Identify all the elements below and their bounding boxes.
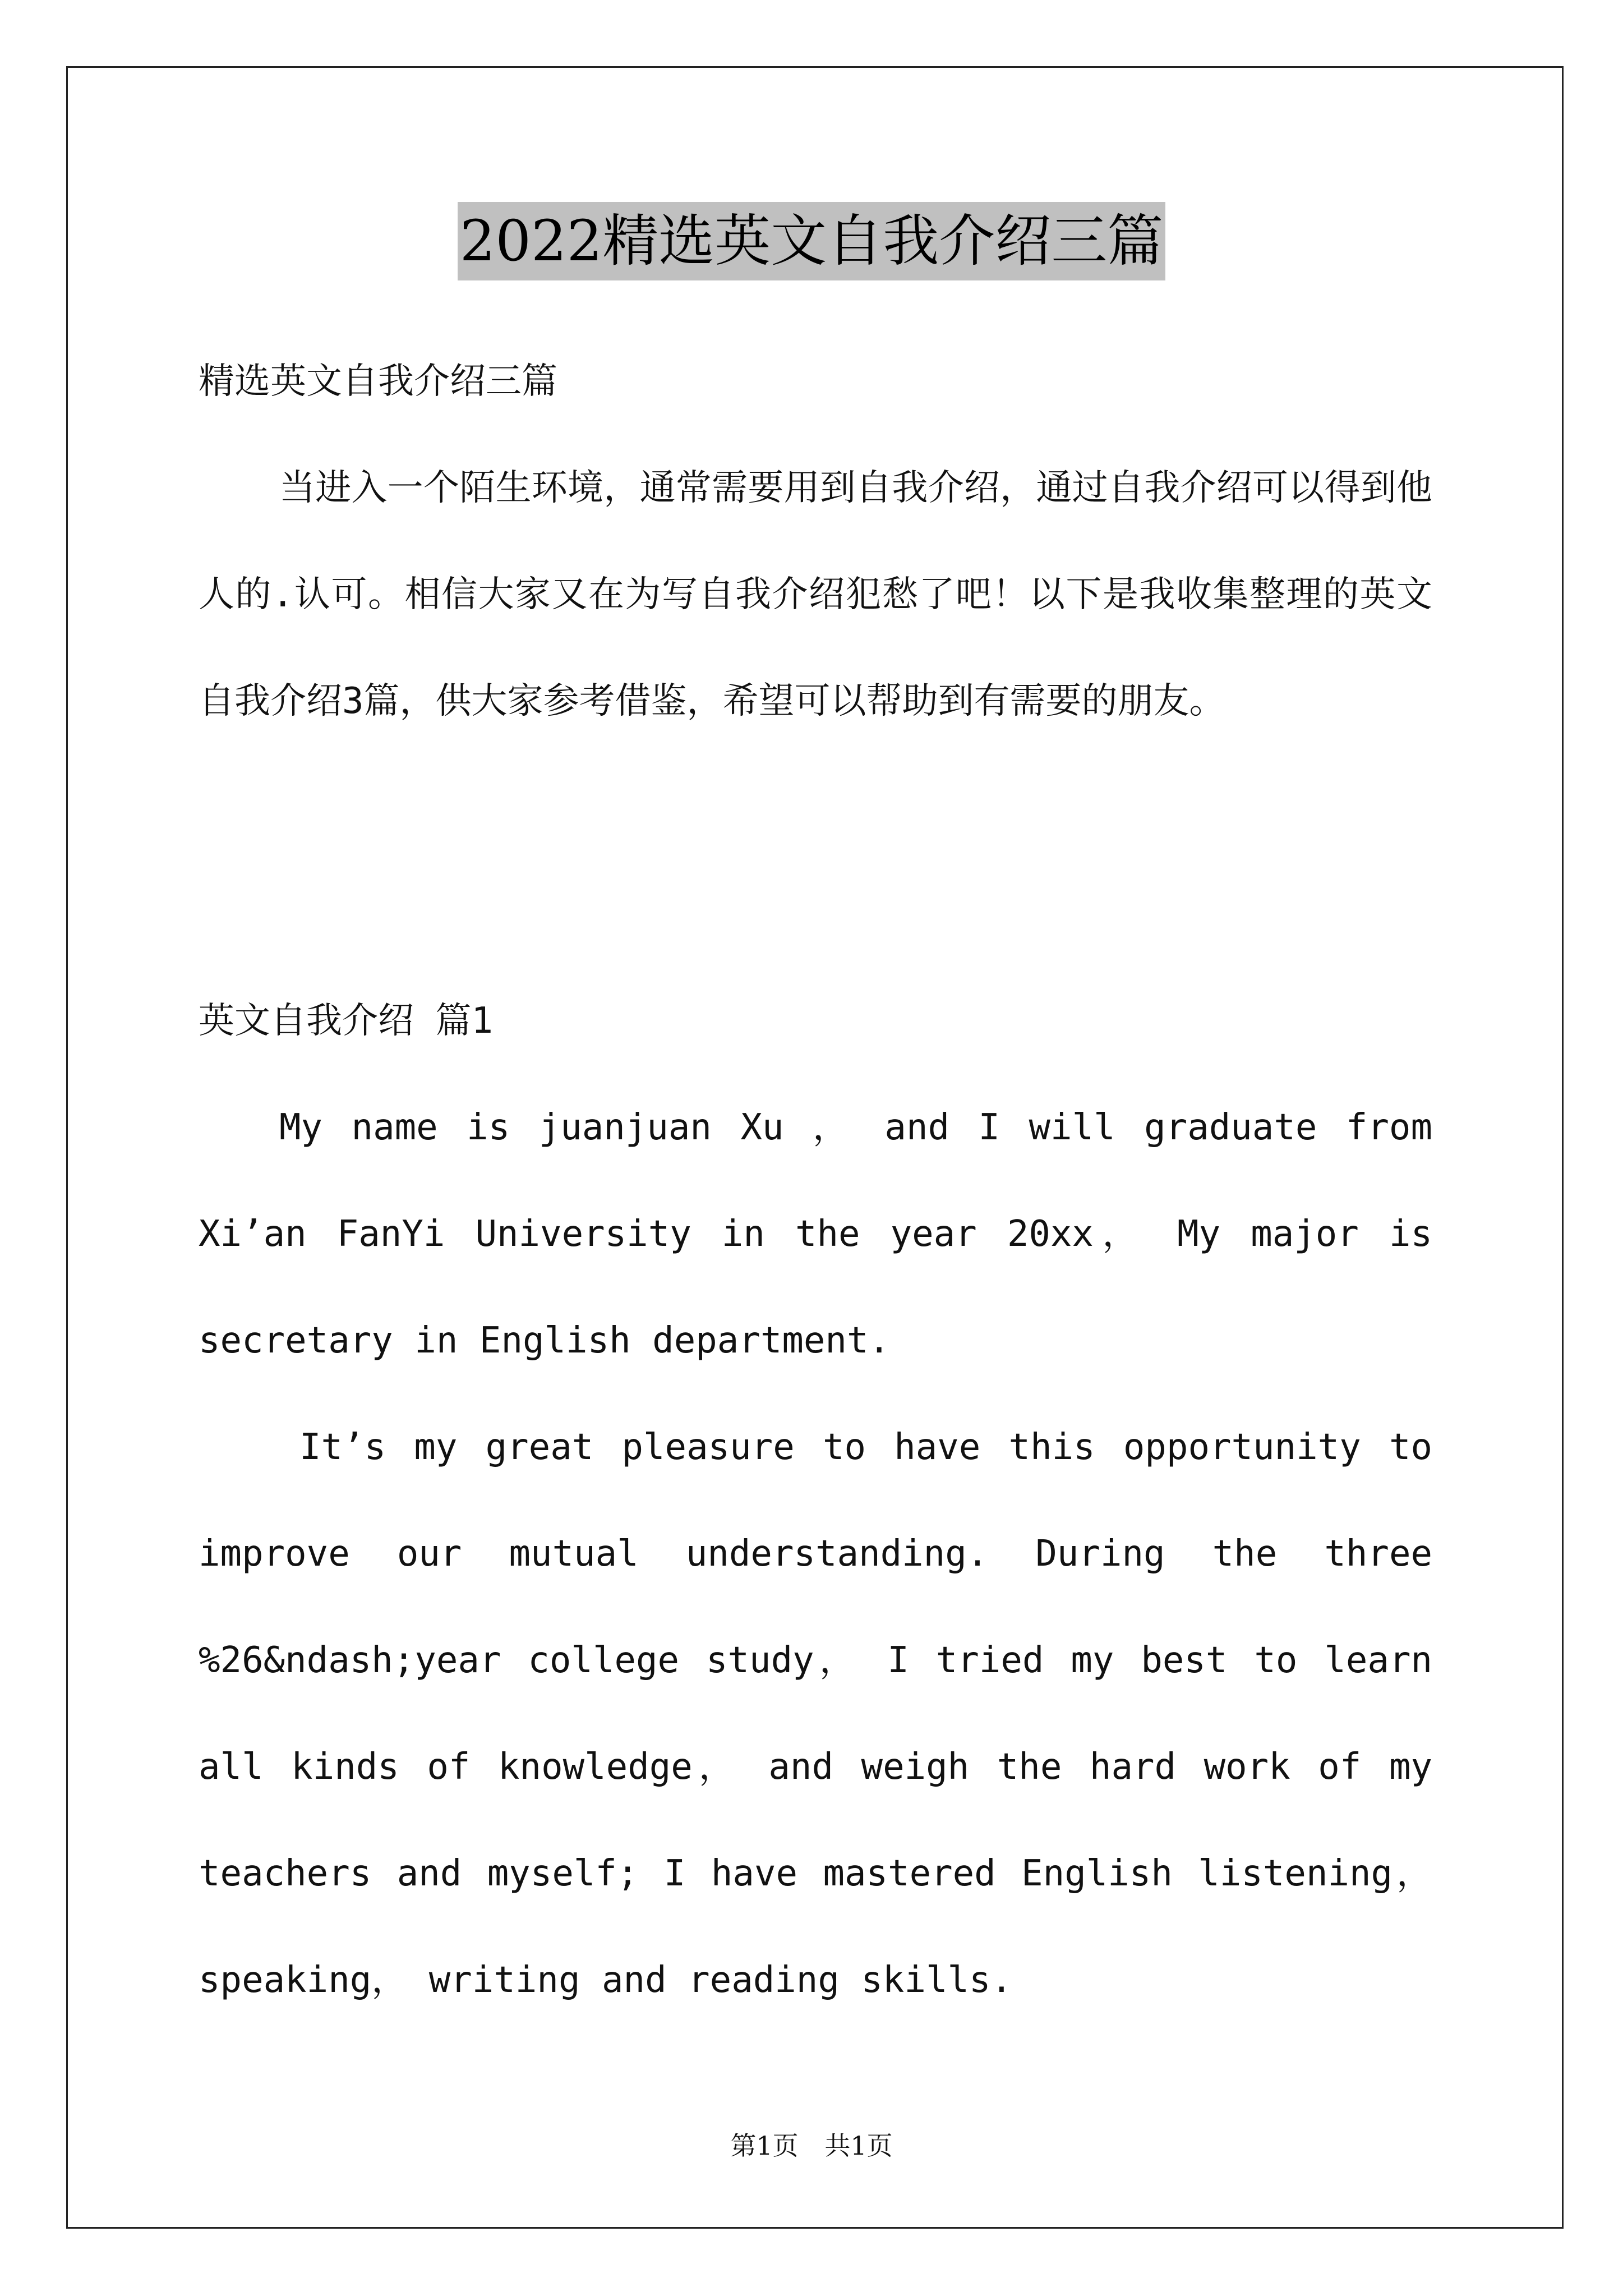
- document-title: 2022精选英文自我介绍三篇: [458, 202, 1166, 280]
- section-heading: 英文自我介绍 篇1: [199, 1000, 494, 1042]
- body-paragraph-2: It’s my great pleasure to have this opportunity to improve our mutual understanding. During the three %26&ndash;year college study， I tried my best to learn all kinds of knowledge， and weigh the hard work of my teachers and myself; I have mastered English listening， speaking， writing and reading skills.: [199, 1427, 1432, 2001]
- title-container: [0, 202, 1623, 280]
- page-number-total: 共1页: [824, 2131, 893, 2161]
- intro-paragraph: 当进入一个陌生环境，通常需要用到自我介绍，通过自我介绍可以得到他人的.认可。相信大家又在为写自我介绍犯愁了吧！以下是我收集整理的英文自我介绍3篇，供大家参考借鉴，希望可以帮助到有需要的朋友。: [199, 467, 1432, 722]
- document-subtitle: 精选英文自我介绍三篇: [199, 361, 557, 402]
- body-paragraph-1: My name is juanjuan Xu ， and I will graduate from Xi’an FanYi University in the year 20xx， My major is secretary in English department.: [199, 1107, 1432, 1361]
- page-number-current: 第1页: [730, 2131, 799, 2161]
- page-footer: [0, 2129, 1623, 2162]
